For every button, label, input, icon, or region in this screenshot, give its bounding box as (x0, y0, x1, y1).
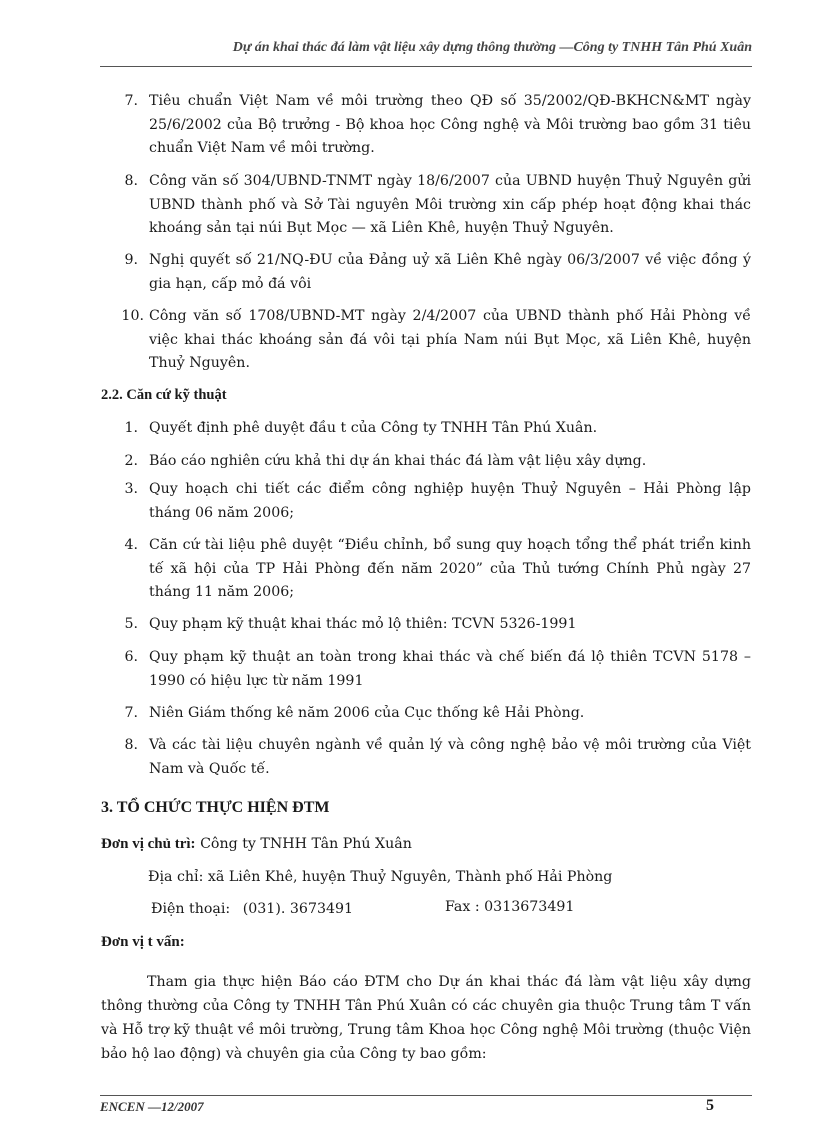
list-number: 5. (124, 616, 138, 632)
list-number: 6. (124, 649, 138, 665)
list-number: 9. (124, 252, 138, 268)
list-text: Và các tài liệu chuyên ngành về quản lý và công nghệ bảo vệ môi trường của Việt Nam và Quốc tế. (149, 737, 751, 777)
phone-line (151, 898, 353, 920)
phone-value: (031). 3673491 (242, 901, 354, 917)
host-unit-line (101, 833, 412, 855)
list-text: Quy phạm kỹ thuật an toàn trong khai thác và chế biến đá lộ thiên TCVN 5178 – 1990 có hiệu lực từ năm 1991 (149, 649, 751, 689)
list-text: Báo cáo nghiên cứu khả thi dự án khai thác đá làm vật liệu xây dựng. (149, 453, 647, 469)
list-number: 8. (124, 173, 138, 189)
list-text: Niên Giám thống kê năm 2006 của Cục thống kê Hải Phòng. (149, 705, 585, 721)
list-text: Công văn số 1708/UBND-MT ngày 2/4/2007 của UBND thành phố Hải Phòng về việc khai thác khoáng sản đá vôi tại phía Nam núi Bụt Mọc, xã Liên Khê, huyện Thuỷ Nguyên. (149, 308, 751, 371)
list-number: 10. (121, 308, 144, 324)
section-heading-3: 3. TỔ CHỨC THỰC HIỆN ĐTM (101, 799, 330, 816)
list-number: 3. (124, 481, 138, 497)
header-rule (100, 66, 752, 67)
list-text: Quyết định phê duyệt đầu t của Công ty TNHH Tân Phú Xuân. (149, 420, 598, 436)
footer-left: ENCEN —12/2007 (100, 1099, 204, 1114)
address-line: Địa chỉ: xã Liên Khê, huyện Thuỷ Nguyên, Thành phố Hải Phòng (148, 869, 613, 885)
list-number: 2. (124, 453, 138, 469)
body-paragraph: Tham gia thực hiện Báo cáo ĐTM cho Dự án khai thác đá làm vật liệu xây dựng thông thường của Công ty TNHH Tân Phú Xuân có các chuyên gia thuộc Trung tâm T vấn và Hỗ trợ kỹ thuật về môi trường, Trung tâm Khoa học Công nghệ Môi trường (thuộc Viện bảo hộ lao động) và chuyên gia của Công ty bao gồm: (101, 974, 751, 1062)
list-text: Nghị quyết số 21/NQ-ĐU của Đảng uỷ xã Liên Khê ngày 06/3/2007 về việc đồng ý gia hạn, cấp mỏ đá vôi (149, 252, 751, 292)
running-header: Dự án khai thác đá làm vật liệu xây dựng thông thường —Công ty TNHH Tân Phú Xuân (232, 40, 752, 55)
consultant-label-text: Đơn vị t vấn: (101, 934, 185, 950)
page-number: 5 (706, 1097, 714, 1114)
consultant-label (101, 931, 185, 953)
list-text: Quy phạm kỹ thuật khai thác mỏ lộ thiên: TCVN 5326-1991 (149, 616, 577, 632)
host-unit-value: Công ty TNHH Tân Phú Xuân (200, 836, 412, 852)
list-number: 7. (124, 705, 138, 721)
list-text: Công văn số 304/UBND-TNMT ngày 18/6/2007 của UBND huyện Thuỷ Nguyên gửi UBND thành phố và Sở Tài nguyên Môi trường xin cấp phép hoạt động khai thác khoáng sản tại núi Bụt Mọc — xã Liên Khê, huyện Thuỷ Nguyên. (149, 173, 751, 236)
phone-label: Điện thoại: (151, 901, 231, 917)
host-unit-label: Đơn vị chủ trì: (101, 836, 196, 852)
list-number: 4. (124, 537, 138, 553)
fax-line: Fax : 0313673491 (445, 899, 575, 915)
list-text: Căn cứ tài liệu phê duyệt “Điều chỉnh, bổ sung quy hoạch tổng thể phát triển kinh tế xã hội của TP Hải Phòng đến năm 2020” của Thủ tướng Chính Phủ ngày 27 tháng 11 năm 2006; (149, 537, 751, 600)
footer-rule (100, 1095, 752, 1096)
list-text: Quy hoạch chi tiết các điểm công nghiệp huyện Thuỷ Nguyên – Hải Phòng lập tháng 06 năm 2006; (149, 481, 751, 521)
section-heading-2-2: 2.2. Căn cứ kỹ thuật (101, 387, 227, 403)
list-number: 1. (124, 420, 138, 436)
list-number: 8. (124, 737, 138, 753)
list-text: Tiêu chuẩn Việt Nam về môi trường theo QĐ số 35/2002/QĐ-BKHCN&MT ngày 25/6/2002 của Bộ trưởng - Bộ khoa học Công nghệ và Môi trường bao gồm 31 tiêu chuẩn Việt Nam về môi trường. (149, 93, 751, 156)
list-number: 7. (124, 93, 138, 109)
